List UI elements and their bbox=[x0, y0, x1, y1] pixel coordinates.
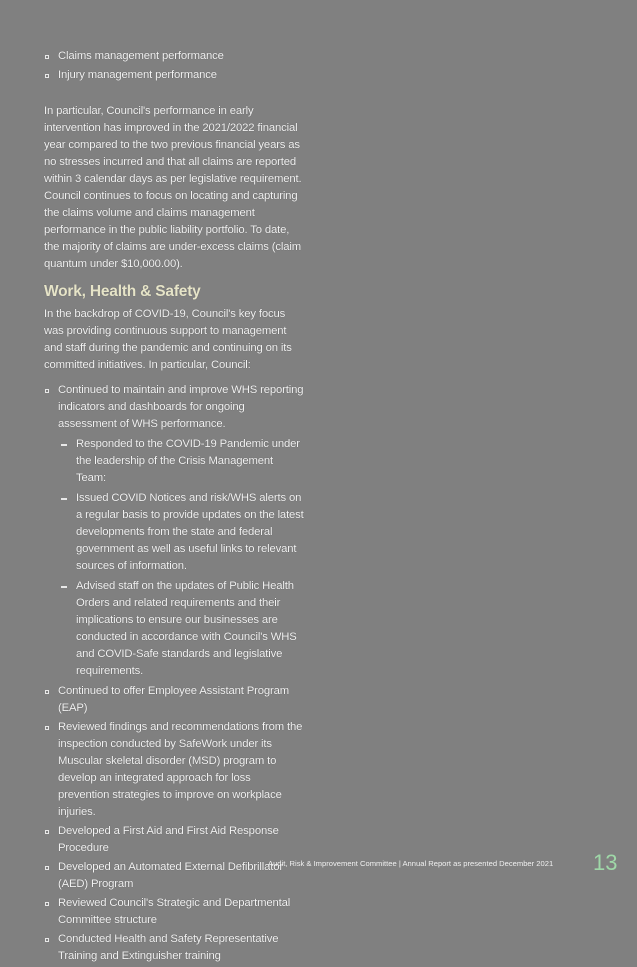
section-heading: Work, Health & Safety bbox=[44, 283, 201, 300]
list-item: Continued to maintain and improve WHS reporting indicators and dashboards for ongoing assessment of WHS performance. Responded to the COVID-19 Pandemic under the leadership of the Crisis Management Team: Issued COVID Notices and risk/WHS alerts on a regular basis to provide updates on the latest developments from the state and federal government as well as useful links to relevant sources of information. Advised staff on the updates of Public Health Orders and related requirements and their implications to ensure our businesses are conducted in accordance with Council's WHS and COVID-Safe standards and legislative requirements. bbox=[44, 382, 304, 680]
list-item: Reviewed findings and recommendations from the inspection conducted by SafeWork under its Muscular skeletal disorder (MSD) program to develop an integrated approach for loss prevention strategies to improve on workplace injuries. bbox=[44, 719, 304, 821]
list-item: Conducted Health and Safety Representative Training and Extinguisher training bbox=[44, 931, 304, 965]
list-item: Reviewed Council's Strategic and Departmental Committee structure bbox=[44, 895, 304, 929]
list-item: Developed a First Aid and First Aid Response Procedure bbox=[44, 823, 304, 857]
list-item: Continued to offer Employee Assistant Program (EAP) bbox=[44, 683, 304, 717]
footer-text: Audit, Risk & Improvement Committee | Annual Report as presented December 2021 bbox=[268, 859, 554, 868]
whs-initiatives-list bbox=[44, 382, 304, 965]
list-item: Developed an Automated External Defibrillator (AED) Program bbox=[44, 859, 304, 893]
sub-list-item: Issued COVID Notices and risk/WHS alerts on a regular basis to provide updates on the latest developments from the state and federal government as well as useful links to relevant sources of information. bbox=[58, 490, 304, 575]
list-item: Injury management performance bbox=[44, 67, 304, 84]
sub-list-item: Responded to the COVID-19 Pandemic under the leadership of the Crisis Management Team: bbox=[58, 436, 304, 487]
page-content bbox=[44, 48, 304, 967]
performance-list bbox=[44, 48, 304, 84]
section-intro: In the backdrop of COVID-19, Council's key focus was providing continuous support to management and staff during the pandemic and continuing on its committed initiatives. In particular, Council: bbox=[44, 308, 292, 371]
sub-list-item: Advised staff on the updates of Public Health Orders and related requirements and their implications to ensure our businesses are conducted in accordance with Council's WHS and COVID-Safe standards and legislative requirements. bbox=[58, 578, 304, 680]
page-number: 13 bbox=[593, 850, 618, 875]
claims-paragraph: In particular, Council's performance in early intervention has improved in the 2021/2022 financial year compared to the two previous financial years as no stresses incurred and that all claims are reported within 3 calendar days as per legislative requirement. Council continues to focus on locating and capturing the claims volume and claims management performance in the public liability portfolio. To date, the majority of claims are under-excess claims (claim quantum under $10,000.00). bbox=[44, 105, 302, 270]
list-item: Claims management performance bbox=[44, 48, 304, 65]
sub-list bbox=[58, 436, 304, 680]
